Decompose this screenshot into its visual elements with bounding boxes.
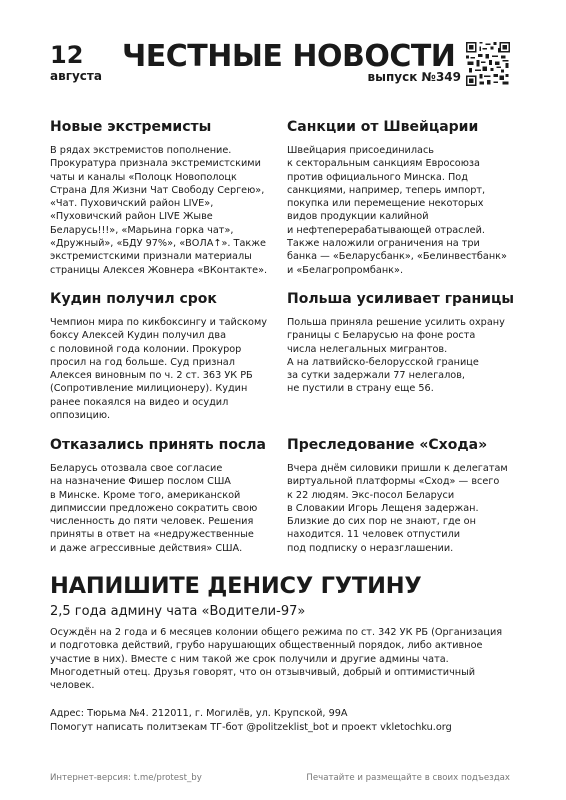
- article-title: Преследование «Схода»: [287, 437, 488, 453]
- cta-subtitle: 2,5 года админу чата «Водители-97»: [50, 604, 306, 619]
- article-title: Санкции от Швейцарии: [287, 119, 479, 135]
- help-line: Помогут написать политзекам ТГ-бот @politzeklist_bot и проект vkletochku.org: [50, 722, 452, 733]
- article-ambassador-refused: [50, 436, 282, 555]
- article-title: Новые экстремисты: [50, 119, 212, 135]
- article-body: Польша приняла решение усилить охрану границы с Беларусью на фоне роста числа нелегальных мигрантов. А на латвийско-белорусской границе за сутки задержали 77 нелегалов, не пустили в страну еще 56.: [287, 317, 505, 395]
- cta-body: Осуждён на 2 года и 6 месяцев колонии общего режима по ст. 342 УК РБ (Организация и подготовка действий, грубо нарушающих общественный порядок, либо активное участие в них). Вместе с ним такой же срок получили и другие админы чата. Многодетный отец. Друзья говорят, что он отзывчивый, добрый и оптимистичный человек.: [50, 627, 503, 692]
- article-body: Беларусь отозвала свое согласие на назначение Фишер послом США в Минске. Кроме того, американской дипмиссии предложено сократить свою численность до пяти человек. Решения приняты в ответ на «недружественные и даже агрессивные действия» США.: [50, 463, 258, 554]
- article-body: Чемпион мира по кикбоксингу и тайскому боксу Алексей Кудин получил два с половиной года колонии. Прокурор просил на год больше. Суд признал Алексея виновным по ч. 2 ст. 363 УК РБ (Сопротивление милиционеру). Кудин ранее покаялся на видео и осудил оппозицию.: [50, 317, 267, 422]
- article-poland-border: [287, 290, 519, 396]
- cta-title: НАПИШИТЕ ДЕНИСУ ГУТИНУ: [50, 573, 422, 599]
- prison-address: Адрес: Тюрьма №4. 212011, г. Могилёв, ул. Крупской, 99А: [50, 708, 348, 719]
- issue-month: августа: [50, 69, 102, 83]
- article-title: Отказались принять посла: [50, 437, 266, 453]
- issue-day: 12: [50, 41, 84, 69]
- article-body: В рядах экстремистов пополнение. Прокуратура признала экстремистскими чаты и каналы «Полоцк Новополоцк Страна Для Жизни Чат Свободу Сергею», «Чат. Пуховичский район LIVE», «Пуховичский район LIVE Жыве Беларусь!!!», «Марьина горка чат», «Дружный», «БДУ 97%», «ВОЛА↑». Также экстремистскими признали материалы страницы Алексея Жовнера «ВКонтакте».: [50, 145, 268, 276]
- qr-code-icon[interactable]: [466, 42, 510, 86]
- issue-number: выпуск №349: [367, 70, 461, 84]
- article-skhod-persecution: [287, 436, 519, 555]
- share-note: Печатайте и размещайте в своих подъездах: [306, 773, 510, 783]
- article-title: Кудин получил срок: [50, 291, 217, 307]
- newspaper-title: ЧЕСТНЫЕ НОВОСТИ: [122, 39, 456, 74]
- article-kudin-sentence: [50, 290, 282, 422]
- article-new-extremists: [50, 118, 282, 277]
- article-body: Вчера днём силовики пришли к делегатам виртуальной платформы «Сход» — всего к 22 людям. Экс-посол Беларуси в Словакии Игорь Лещеня задержан. Близкие до сих пор не знают, где он находится. 11 человек отпустили под подписку о неразглашении.: [287, 463, 508, 554]
- article-title: Польша усиливает границы: [287, 291, 515, 307]
- article-swiss-sanctions: [287, 118, 519, 277]
- online-version-link[interactable]: Интернет-версия: t.me/protest_by: [50, 773, 202, 783]
- article-body: Швейцария присоединилась к секторальным санкциям Евросоюза против официального Минска. Под санкциями, например, теперь импорт, покупка или перемещение некоторых видов продукции калийной и нефтеперерабатывающей отраслей. Также наложили ограничения на три банка — «Беларусбанк», «Белинвестбанк» и «Белагропромбанк».: [287, 145, 507, 276]
